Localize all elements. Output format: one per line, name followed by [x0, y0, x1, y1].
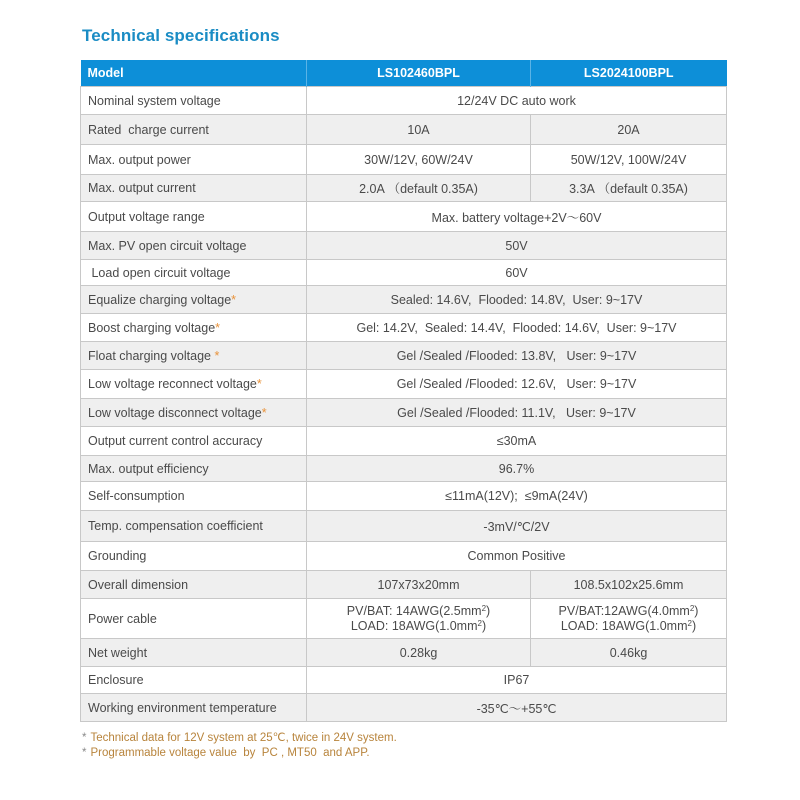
asterisk-icon: * [256, 377, 262, 391]
row-value-col1: 0.28kg [307, 639, 531, 667]
footnote: * Technical data for 12V system at 25℃, twice in 24V system. [82, 732, 397, 744]
row-value: Sealed: 14.6V, Flooded: 14.8V, User: 9~17V [307, 286, 727, 314]
table-row [81, 694, 727, 722]
row-value: 50V [307, 232, 727, 260]
header-model: Model [81, 60, 307, 87]
row-value: -3mV/℃/2V [307, 511, 727, 542]
row-value-col1: PV/BAT: $14AWG(2.5mm^2)$ LOAD: $18AWG(1.0mm^2)$ [307, 599, 531, 639]
row-value: 96.7% [307, 456, 727, 482]
row-label: Float charging voltage * [81, 342, 307, 370]
row-value: Gel /Sealed /Flooded: 11.1V, User: 9~17V [307, 399, 727, 427]
table-row [81, 260, 727, 286]
page-title: Technical specifications [82, 26, 280, 45]
table-row [81, 456, 727, 482]
row-label: Enclosure [81, 667, 307, 694]
row-label: Working environment temperature [81, 694, 307, 722]
table-row [81, 511, 727, 542]
table-row [81, 286, 727, 314]
table-row [81, 115, 727, 145]
asterisk-icon: * [82, 732, 87, 744]
row-value-col1: 107x73x20mm [307, 571, 531, 599]
table-row [81, 571, 727, 599]
row-value: Common Positive [307, 542, 727, 571]
row-value: Gel /Sealed /Flooded: 12.6V, User: 9~17V [307, 370, 727, 399]
row-label: Self-consumption [81, 482, 307, 511]
row-value: ≤11mA(12V); ≤9mA(24V) [307, 482, 727, 511]
table-row [81, 667, 727, 694]
row-label: Nominal system voltage [81, 87, 307, 115]
row-label: Power cable [81, 599, 307, 639]
row-label: Temp. compensation coefficient [81, 511, 307, 542]
row-value-col1: 2.0A （default 0.35A) [307, 175, 531, 202]
table-row [81, 370, 727, 399]
table-row [81, 145, 727, 175]
footnotes [82, 731, 397, 761]
table-row [81, 314, 727, 342]
asterisk-icon: * [215, 320, 221, 335]
row-label: Net weight [81, 639, 307, 667]
row-value: ≤30mA [307, 427, 727, 456]
table-row [81, 599, 727, 639]
row-value-col2: 108.5x102x25.6mm [531, 571, 727, 599]
row-label: Max. PV open circuit voltage [81, 232, 307, 260]
table-row [81, 482, 727, 511]
row-label: Max. output efficiency [81, 456, 307, 482]
row-value: 12/24V DC auto work [307, 87, 727, 115]
row-label: Boost charging voltage* [81, 314, 307, 342]
table-row [81, 202, 727, 232]
row-label: Max. output power [81, 145, 307, 175]
row-label: Load open circuit voltage [81, 260, 307, 286]
row-label: Rated charge current [81, 115, 307, 145]
row-label: Equalize charging voltage* [81, 286, 307, 314]
row-value: Gel /Sealed /Flooded: 13.8V, User: 9~17V [307, 342, 727, 370]
header-col1: LS102460BPL [307, 60, 531, 87]
row-value: IP67 [307, 667, 727, 694]
row-value: Max. battery voltage+2V～60V [307, 202, 727, 232]
table-row [81, 639, 727, 667]
row-label: Output voltage range [81, 202, 307, 232]
table-row [81, 87, 727, 115]
asterisk-icon: * [231, 292, 237, 307]
asterisk-icon: * [214, 348, 220, 363]
asterisk-icon: * [82, 747, 87, 759]
asterisk-icon: * [261, 405, 267, 420]
table-row [81, 232, 727, 260]
table-row [81, 175, 727, 202]
row-label: Low voltage reconnect voltage* [81, 370, 307, 399]
table-row [81, 399, 727, 427]
row-value-col2: 50W/12V, 100W/24V [531, 145, 727, 175]
table-row [81, 342, 727, 370]
row-label: Max. output current [81, 175, 307, 202]
header-col2: LS2024100BPL [531, 60, 727, 87]
table-row [81, 427, 727, 456]
row-label: Grounding [81, 542, 307, 571]
row-label: Output current control accuracy [81, 427, 307, 456]
table-header [81, 60, 727, 87]
row-value-col2: $PV/BAT:12AWG(4.0mm^2)$ LOAD: $18AWG(1.0mm^2)$ [531, 599, 727, 639]
row-label: Low voltage disconnect voltage* [81, 399, 307, 427]
row-value: -35℃～+55℃ [307, 694, 727, 722]
row-value-col2: 0.46kg [531, 639, 727, 667]
spec-table [80, 60, 727, 722]
row-value-col1: 30W/12V, 60W/24V [307, 145, 531, 175]
row-value: Gel: 14.2V, Sealed: 14.4V, Flooded: 14.6V, User: 9~17V [307, 314, 727, 342]
row-value-col2: 3.3A （default 0.35A) [531, 175, 727, 202]
row-value: 60V [307, 260, 727, 286]
row-value-col2: 20A [531, 115, 727, 145]
row-value-col1: 10A [307, 115, 531, 145]
row-label: Overall dimension [81, 571, 307, 599]
footnote: * Programmable voltage value by PC , MT50 and APP. [82, 747, 370, 759]
table-row [81, 542, 727, 571]
